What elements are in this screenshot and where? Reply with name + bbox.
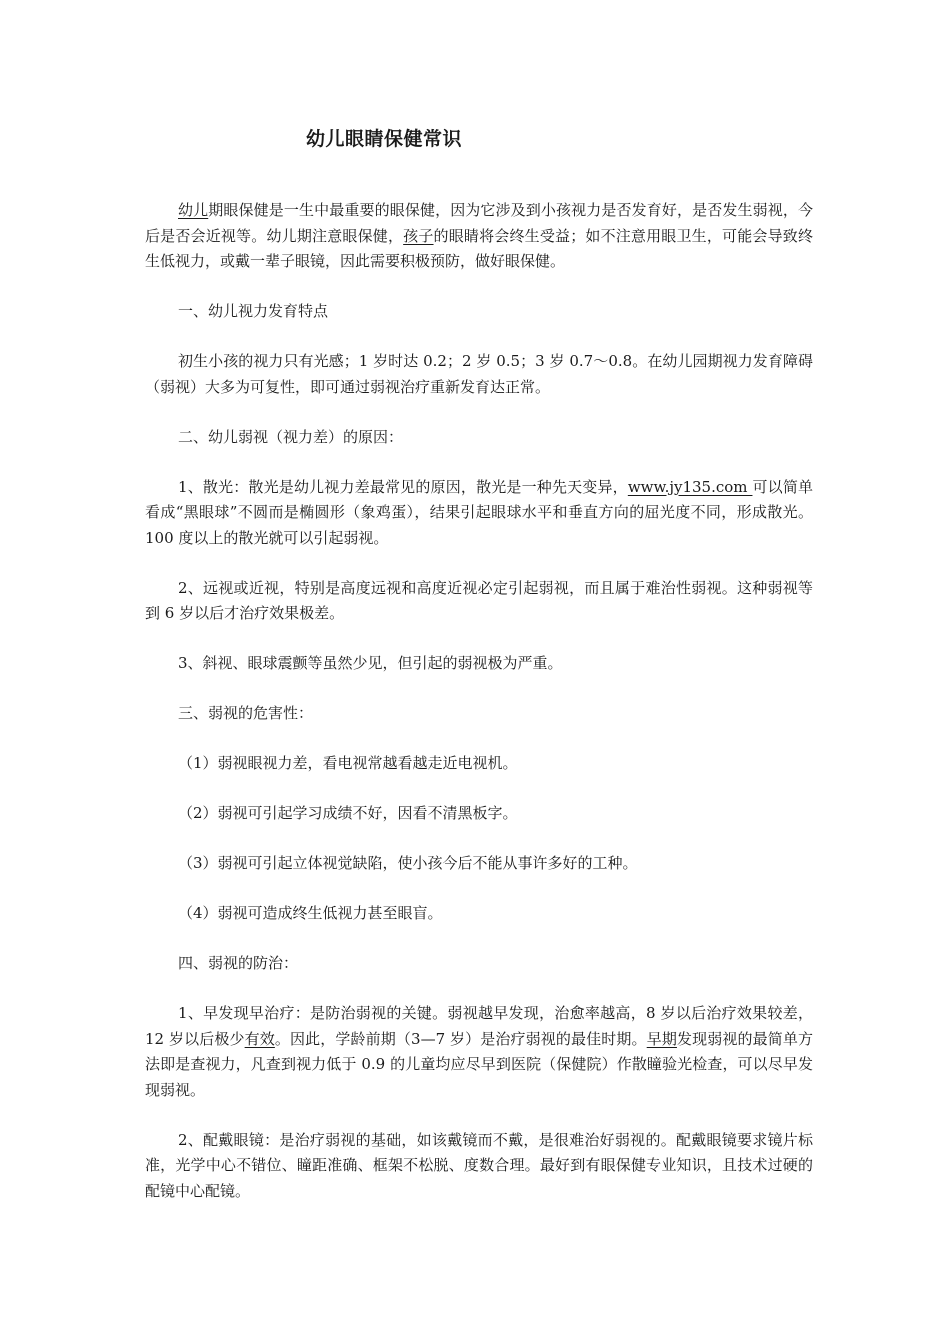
harm-item-3: （3）弱视可引起立体视觉缺陷，使小孩今后不能从事许多好的工种。 [178,854,638,872]
website-link[interactable]: www.jy135.com [627,477,753,496]
early-text-3: 发现弱视的最简单方法即是查视力，凡查到视力低于 0.9 的儿童均应尽早到医院（保健院）作散瞳验光检查，可以尽早发现弱视。 [145,1029,813,1099]
harm-item-4: （4）弱视可造成终生低视力甚至眼盲。 [178,904,443,922]
astigmatism-text-2: 可以简单看成“黑眼球”不圆而是椭圆形（象鸡蛋），结果引起眼球水平和垂直方向的屈光度不同，形成散光。100 度以上的散光就可以引起弱视。 [145,477,813,547]
link-youxiao[interactable]: 有效 [244,1029,275,1048]
harm-item-1: （1）弱视眼视力差，看电视常越看越走近电视机。 [178,754,518,772]
astigmatism-paragraph [145,475,813,552]
section-heading-1: 一、幼儿视力发育特点 [178,302,329,320]
link-youer[interactable]: 幼儿 [178,201,209,219]
vision-development-paragraph: 初生小孩的视力只有光感；1 岁时达 0.2；2 岁 0.5；3 岁 0.7～0.8。在幼儿园期视力发育障碍（弱视）大多为可复性，即可通过弱视治疗重新发育达正常。 [145,352,813,396]
early-detection-paragraph [145,1001,813,1103]
intro-paragraph [145,198,813,275]
early-text-1: 1、早发现早治疗：是防治弱视的关键。弱视越早发现，治愈率越高，8 岁以后治疗效果较差，12 岁以后极少 [145,1004,813,1048]
intro-text-2: 的眼睛将会终生受益；如不注意用眼卫生，可能会导致终生低视力，或戴一辈子眼镜，因此需要积极预防，做好眼保健。 [145,226,813,270]
page-title: 幼儿眼睛保健常识 [306,128,463,150]
strabismus-paragraph: 3、斜视、眼球震颤等虽然少见，但引起的弱视极为严重。 [178,654,563,672]
section-heading-4: 四、弱视的防治： [178,954,299,972]
section-heading-2: 二、幼儿弱视（视力差）的原因： [178,427,404,446]
document-body [145,198,813,1229]
link-zaoqi[interactable]: 早期 [646,1029,677,1048]
astigmatism-text-1: 1、散光：散光是幼儿视力差最常见的原因，散光是一种先天变异， [178,477,628,496]
myopia-paragraph: 2、远视或近视，特别是高度远视和高度近视必定引起弱视，而且属于难治性弱视。这种弱视等到 6 岁以后才治疗效果极差。 [145,578,813,622]
early-text-2: 。因此，学龄前期（3—7 岁）是治疗弱视的最佳时期。 [274,1029,647,1048]
section-heading-3: 三、弱视的危害性： [178,704,314,722]
glasses-paragraph: 2、配戴眼镜：是治疗弱视的基础，如该戴镜而不戴，是很难治好弱视的。配戴眼镜要求镜片标准，光学中心不错位、瞳距准确、框架不松脱、度数合理。最好到有眼保健专业知识，且技术过硬的配镜中心配镜。 [145,1130,813,1200]
intro-text-1: 期眼保健是一生中最重要的眼保健，因为它涉及到小孩视力是否发育好，是否发生弱视，今后是否会近视等。幼儿期注意眼保健， [145,201,813,245]
harm-item-2: （2）弱视可引起学习成绩不好，因看不清黑板字。 [178,804,518,822]
link-haizi[interactable]: 孩子 [403,226,434,245]
